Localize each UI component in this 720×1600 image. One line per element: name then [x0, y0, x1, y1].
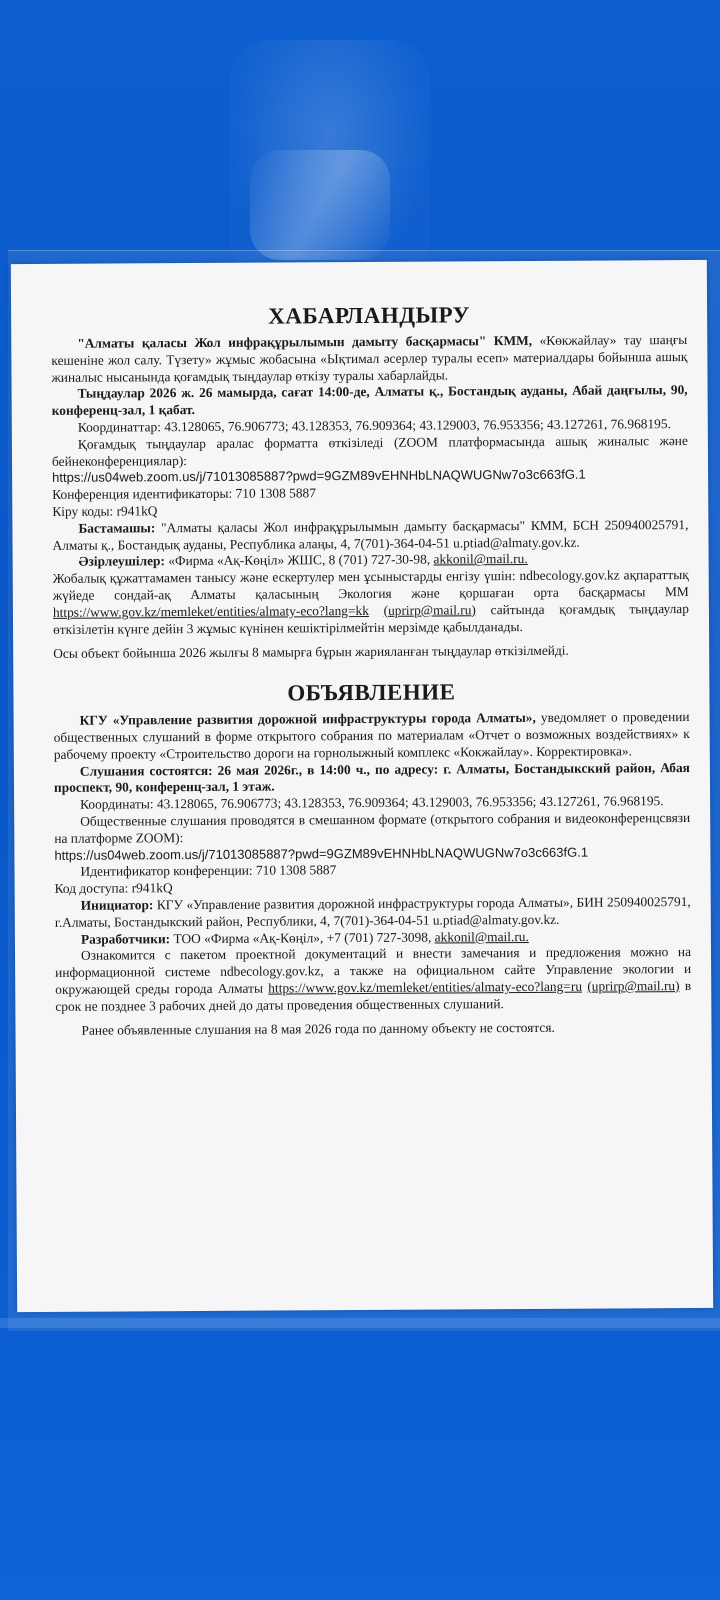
ru-intro — [54, 709, 690, 763]
ru-coords: Координаты: 43.128065, 76.906773; 43.128353, 76.909364; 43.129003, 76.953356; 43.127261, 76.968195. — [80, 793, 664, 812]
kz-initiator-label: Бастамашы: — [78, 520, 156, 536]
kz-title: ХАБАРЛАНДЫРУ — [268, 302, 471, 329]
kz-intro-bold: "Алматы қаласы Жол инфрақұрылымын дамыту басқармасы" КММ, — [77, 332, 533, 351]
kz-developer-email[interactable]: akkonil@mail.ru. — [433, 551, 528, 567]
kz-conf-id: Конференция идентификаторы: 710 1308 5887 — [52, 485, 316, 503]
kz-coords: Координаттар: 43.128065, 76.906773; 43.128353, 76.909364; 43.129003, 76.953356; 43.127261, 76.968195. — [77, 416, 671, 435]
ru-initiator — [55, 894, 691, 931]
sleeve-edge — [0, 1318, 720, 1328]
ru-code: Код доступа: r941kQ — [54, 880, 173, 896]
kz-format: Қоғамдық тыңдаулар аралас форматта өткізіледі (ZOOM платформасында ашық жиналыс және бейнеконференциялар): — [51, 432, 688, 469]
kz-review-link[interactable]: https://www.gov.kz/memleket/entities/almaty-eco?lang=kk — [52, 602, 369, 620]
ru-conf-id: Идентификатор конференции: 710 1308 5887 — [80, 862, 337, 880]
ru-review-email[interactable]: (uprirp@mail.ru) — [587, 977, 680, 994]
ru-intro-bold: КГУ «Управление развития дорожной инфраструктуры города Алматы», — [79, 710, 536, 728]
ru-developer-email[interactable]: akkonil@mail.ru. — [434, 928, 529, 945]
kz-developer-label: Әзірлеушілер: — [78, 553, 165, 570]
ru-review — [55, 944, 691, 1015]
ru-hearing: Слушания состоятся: 26 мая 2026г., в 14:00 ч., по адресу: г. Алматы, Бостандыкский район, Абая проспект, 90, конференц-зал, 1 этаж. — [53, 759, 690, 796]
ru-format: Общественные слушания проводятся в смешанном формате (открытого собрания и видеоконференцсвязи на платформе ZOOM): — [54, 809, 691, 846]
ru-developer-text: ТОО «Фирма «Ақ-Көңіл», +7 (701) 727-3098, — [173, 929, 432, 946]
ru-intro-rest: уведомляет о проведении общественных слушаний в форме открытого собрания по материалам «Отчет о возможных воздействиях» к рабочему проекту «Строительство дороги на горнолыжный комплекс «Кокжайлау». Корректировка». — [53, 709, 690, 762]
kz-intro — [51, 332, 687, 386]
kz-initiator — [52, 517, 688, 554]
ru-review-text: Ознакомится с пакетом проектной документаций и внести замечания и предложения можно на информационной системе ndbecology.gov.kz, а также на официальном сайте Управление экологии и окружающей среды города Алматы — [55, 944, 692, 997]
notice-paper — [11, 260, 713, 1312]
tape-glare — [250, 150, 390, 260]
ru-cancel: Ранее объявленные слушания на 8 мая 2026 года по данному объекту не состоятся. — [81, 1020, 555, 1039]
ru-review-text-2: в срок не позднее 3 рабочих дней до даты проведения общественных слушаний. — [55, 977, 692, 1014]
ru-zoom-link[interactable]: https://us04web.zoom.us/j/71013085887?pwd=9GZM89vEHNHbLNAQWUGNw7o3c663fG.1 — [54, 844, 589, 863]
kz-initiator-text: "Алматы қаласы Жол инфрақұрылымын дамыту басқармасы" КММ, БСН 250940025791, Алматы қ., Бостандық ауданы, Республика алаңы, 4, 7(701)-364-04-51 u.ptiad@almaty.gov.kz. — [52, 516, 689, 553]
kz-hearing: Тыңдаулар 2026 ж. 26 мамырда, сағат 14:00-де, Алматы қ., Бостандық ауданы, Абай даңғылы, 90, конференц-зал, 1 қабат. — [51, 382, 688, 419]
ru-title: ОБЪЯВЛЕНИЕ — [287, 679, 456, 706]
ru-developer-label: Разработчики: — [80, 930, 171, 947]
kz-developer-text: «Фирма «Ақ-Көңіл» ЖШС, 8 (701) 727-30-98, — [168, 551, 431, 569]
kz-review-text: Жобалық құжаттамамен танысу және ескертулер мен ұсыныстарды енгізу үшін: ndbecology.gov.kz ақпараттық жүйеде сондай-ақ Алматы қаласының Экология және қоршаған орта басқармасы ММ — [52, 567, 689, 603]
kz-intro-rest: «Көкжайлау» тау шаңғы кешеніне жол салу. Түзету» жұмыс жобасына «Ықтимал әсерлер туралы есеп» материалдары бойынша ашық жиналыс нысанында қоғамдық тыңдаулар өткізу туралы хабарлайды. — [51, 332, 688, 385]
kz-review-email[interactable]: (uprirp@mail.ru) — [383, 602, 476, 618]
kz-code: Кіру коды: r941kQ — [52, 503, 158, 519]
ru-initiator-text: КГУ «Управление развития дорожной инфраструктуры города Алматы», БИН 250940025791, г.Алматы, Бостандыкский район, Республики, 4, 7(701)-364-04-51 u.ptiad@almaty.gov.kz. — [54, 893, 691, 930]
ru-review-link[interactable]: https://www.gov.kz/memleket/entities/almaty-eco?lang=ru — [268, 978, 583, 996]
kz-cancel: Осы объект бойынша 2026 жылғы 8 мамырға бұрын жарияланған тыңдаулар өткізілмейді. — [53, 643, 569, 662]
ru-initiator-label: Инициатор: — [80, 897, 154, 913]
kz-review-text-2: сайтында қоғамдық тыңдаулар өткізілетін күнге дейін 3 жұмыс күнінен кешіктірілмейтін мерзімде қабылданады. — [52, 600, 689, 637]
kz-zoom-link[interactable]: https://us04web.zoom.us/j/71013085887?pwd=9GZM89vEHNHbLNAQWUGNw7o3c663fG.1 — [52, 467, 586, 486]
kz-review — [53, 567, 689, 638]
